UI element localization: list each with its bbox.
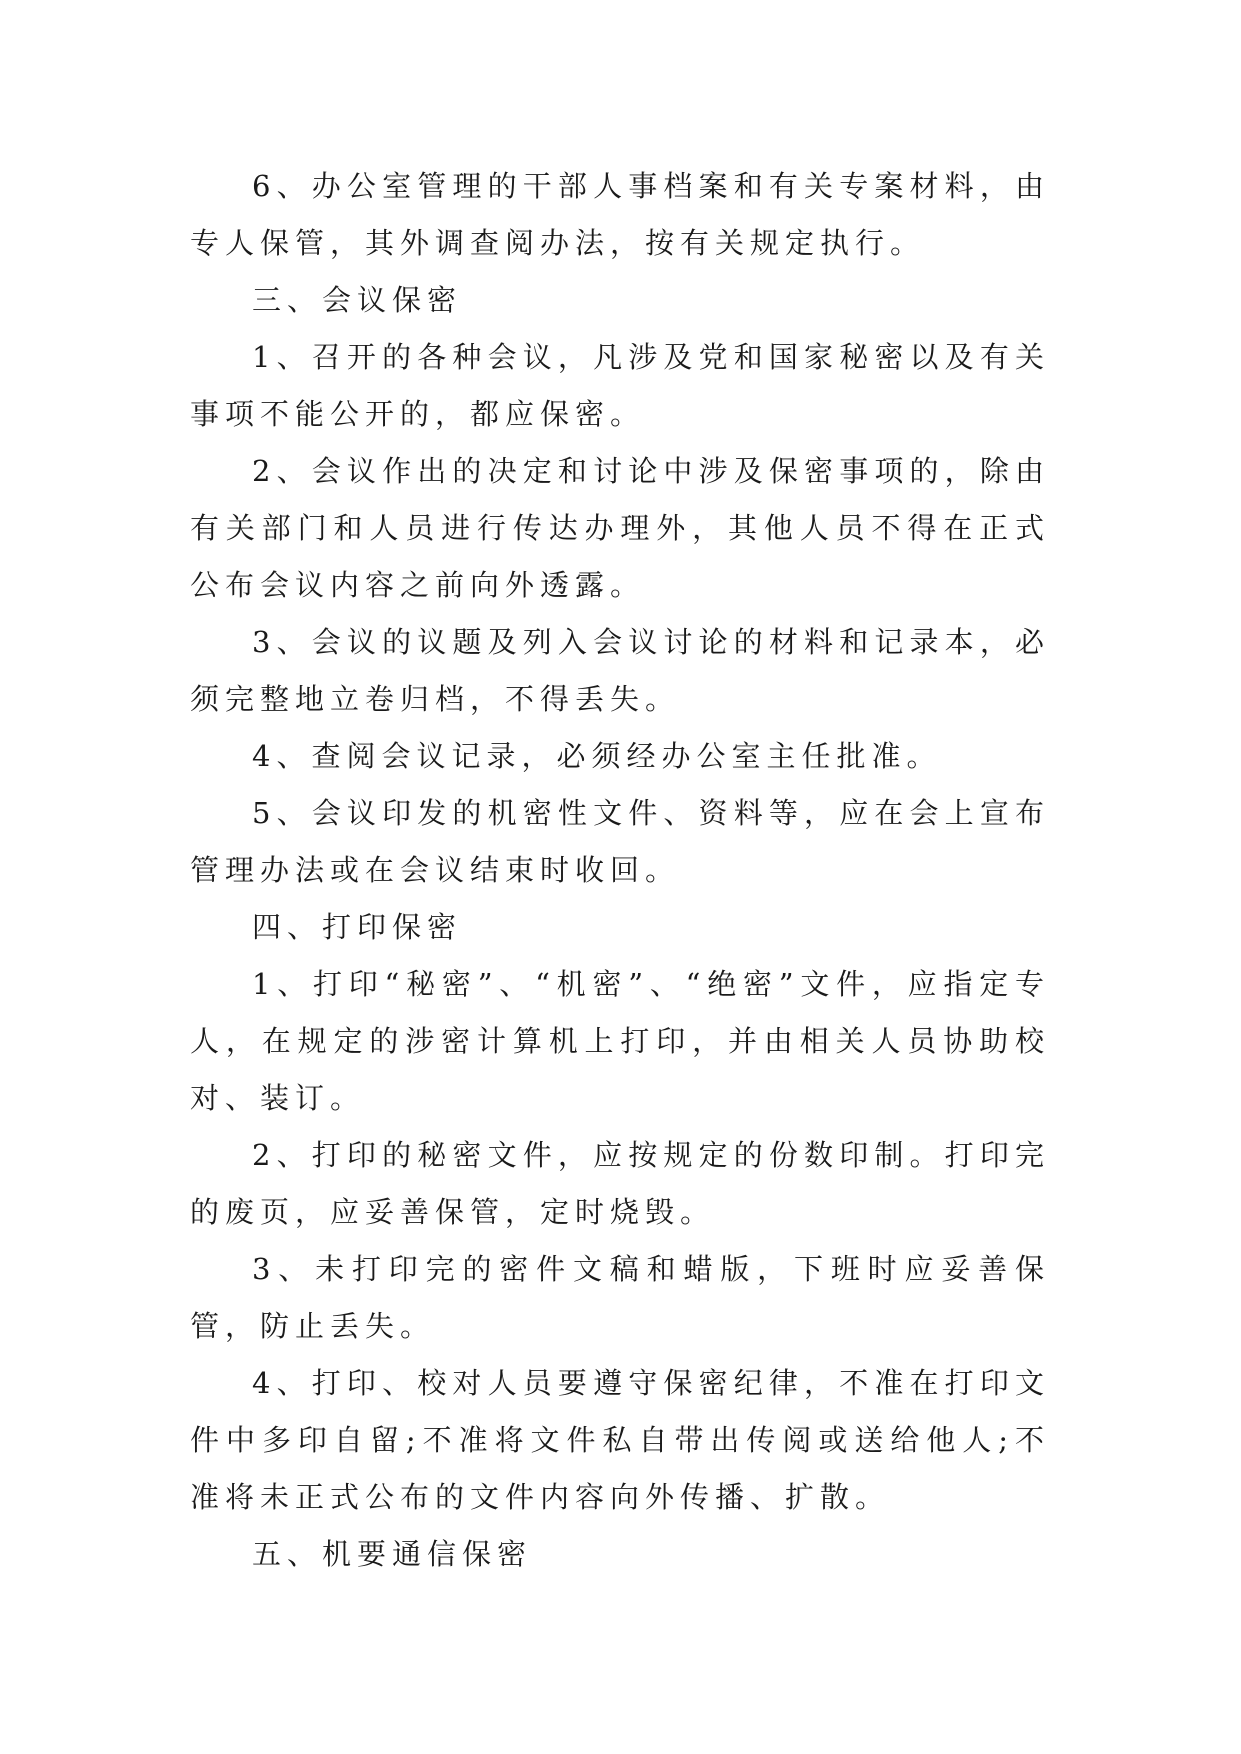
paragraph-printing-4: 4、打印、校对人员要遵守保密纪律，不准在打印文件中多印自留;不准将文件私自带出传阅或送给他人;不准将未正式公布的文件内容向外传播、扩散。: [190, 1366, 1050, 1514]
paragraph-printing-2: 2、打印的秘密文件，应按规定的份数印制。打印完的废页，应妥善保管，定时烧毁。: [190, 1138, 1050, 1229]
paragraph-printing-3: 3、未打印完的密件文稿和蜡版，下班时应妥善保管，防止丢失。: [190, 1252, 1050, 1343]
section-heading-meeting-secrecy: 三、会议保密: [252, 283, 463, 317]
paragraph-item-6-personnel-files: 6、办公室管理的干部人事档案和有关专案材料，由专人保管，其外调查阅办法，按有关规定执行。: [190, 169, 1050, 260]
document-body: [190, 158, 1050, 1583]
paragraph-meeting-2: 2、会议作出的决定和讨论中涉及保密事项的，除由有关部门和人员进行传达办理外，其他人员不得在正式公布会议内容之前向外透露。: [190, 454, 1050, 602]
paragraph-meeting-5: 5、会议印发的机密性文件、资料等，应在会上宣布管理办法或在会议结束时收回。: [190, 796, 1050, 887]
paragraph-printing-1: 1、打印“秘密”、“机密”、“绝密”文件，应指定专人，在规定的涉密计算机上打印，并由相关人员协助校对、装订。: [190, 967, 1050, 1115]
paragraph-meeting-1: 1、召开的各种会议，凡涉及党和国家秘密以及有关事项不能公开的，都应保密。: [190, 340, 1050, 431]
paragraph-meeting-3: 3、会议的议题及列入会议讨论的材料和记录本，必须完整地立卷归档，不得丢失。: [190, 625, 1050, 716]
section-heading-confidential-communication: 五、机要通信保密: [252, 1537, 533, 1571]
paragraph-meeting-4: 4、查阅会议记录，必须经办公室主任批准。: [252, 739, 942, 773]
section-heading-printing-secrecy: 四、打印保密: [252, 910, 463, 944]
